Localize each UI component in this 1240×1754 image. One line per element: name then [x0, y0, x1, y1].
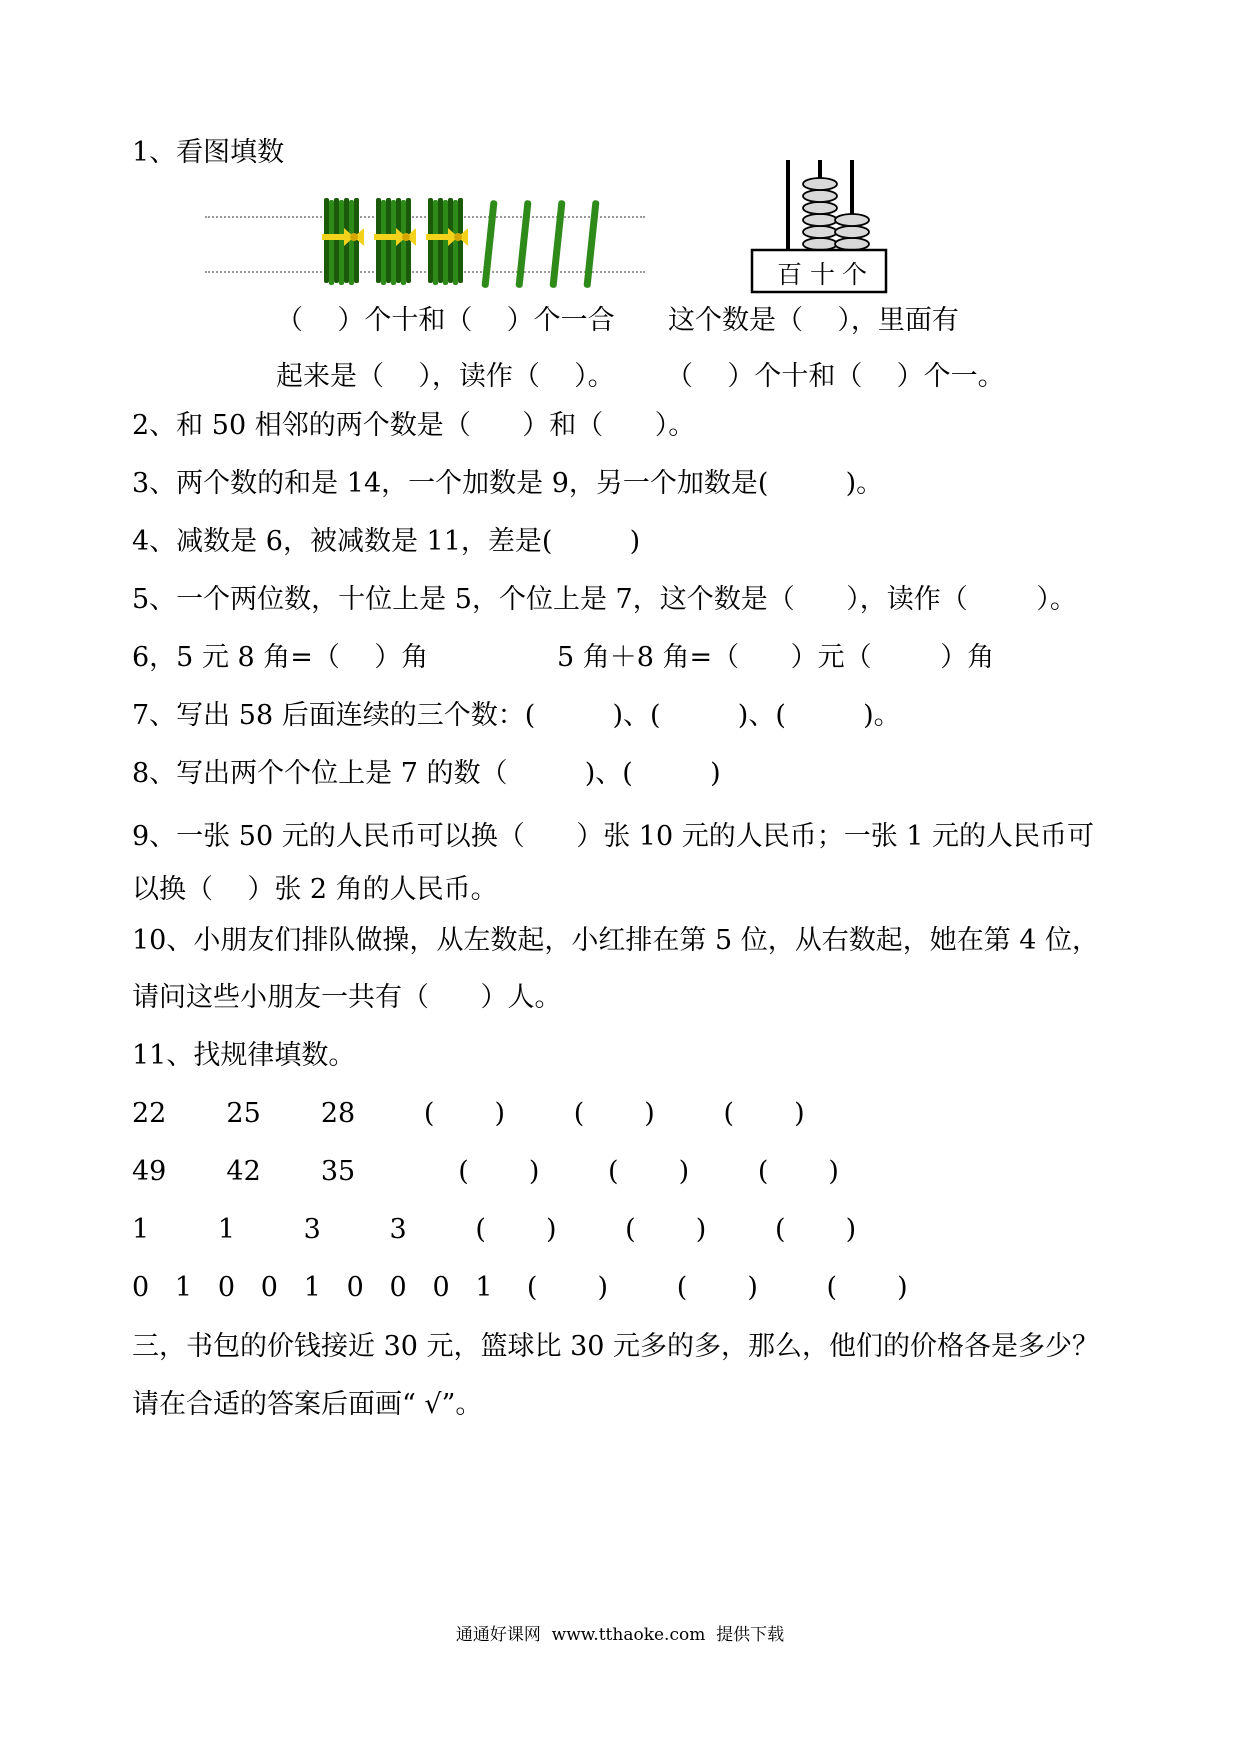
q9-line2: 以换（ ）张 2 角的人民币。 — [132, 874, 498, 905]
abacus-label-tens: 十 — [810, 260, 836, 289]
section3-line1: 三，书包的价钱接近 30 元，篮球比 30 元多的多，那么，他们的价格各是多少？ — [132, 1331, 1100, 1362]
abacus-bead — [835, 214, 869, 226]
abacus-bead — [803, 202, 837, 214]
q1-right-line1: 这个数是（ ），里面有 — [668, 305, 959, 336]
single-stick — [583, 200, 599, 288]
single-stick — [481, 200, 497, 288]
abacus-bead — [803, 214, 837, 226]
abacus-bead — [803, 238, 837, 250]
q2: 2、和 50 相邻的两个数是（ ）和（ ）。 — [132, 410, 696, 441]
q8: 8、写出两个个位上是 7 的数（ )、( ) — [132, 758, 721, 789]
q5: 5、一个两位数，十位上是 5，个位上是 7，这个数是（ ），读作（ ）。 — [132, 584, 1077, 615]
abacus-bead — [803, 226, 837, 238]
ten-stick-bundle — [322, 198, 364, 285]
abacus-bead — [803, 190, 837, 202]
abacus-label-ones: 个 — [842, 260, 868, 289]
q1-right-line2: （ ）个十和（ ）个一。 — [666, 361, 1005, 392]
abacus-ones-beads — [835, 214, 869, 250]
q7: 7、写出 58 后面连续的三个数：( )、( )、( )。 — [132, 700, 901, 731]
q11-row-4: 0 1 0 0 1 0 0 0 1 ( ) ( ) ( ) — [132, 1272, 908, 1303]
q11-row-2: 49 42 35 ( ) ( ) ( ) — [132, 1156, 839, 1187]
abacus-bead — [835, 238, 869, 250]
q11-title: 11、找规律填数。 — [132, 1040, 356, 1071]
ten-stick-bundle — [426, 198, 468, 285]
counting-sticks-illustration — [318, 188, 618, 298]
footer-source: 通通好课网 www.tthaoke.com 提供下载 — [455, 1625, 785, 1645]
q10-line1: 10、小朋友们排队做操，从左数起，小红排在第 5 位，从右数起，她在第 4 位， — [132, 925, 1100, 956]
q1-left-line1: （ ）个十和（ ）个一合 — [276, 305, 615, 336]
abacus-bead — [803, 178, 837, 190]
single-stick — [549, 200, 565, 288]
q1-title: 1、看图填数 — [132, 137, 285, 168]
q9-line1: 9、一张 50 元的人民币可以换（ ）张 10 元的人民币；一张 1 元的人民币可 — [132, 821, 1095, 852]
ten-stick-bundle — [374, 198, 416, 285]
q10-line2: 请问这些小朋友一共有（ ）人。 — [132, 982, 562, 1013]
q3: 3、两个数的和是 14，一个加数是 9，另一个加数是( )。 — [132, 468, 884, 499]
single-stick — [515, 200, 531, 288]
q11-row-3: 1 1 3 3 ( ) ( ) ( ) — [132, 1214, 857, 1245]
q4: 4、减数是 6，被减数是 11，差是( ) — [132, 526, 641, 557]
abacus-bead — [835, 226, 869, 238]
q1-left-line2: 起来是（ ），读作（ ）。 — [276, 361, 615, 392]
abacus-label-hundreds: 百 — [777, 260, 803, 289]
abacus-tens-beads — [803, 178, 837, 250]
q6: 6，5 元 8 角=（ ）角 5 角＋8 角=（ ）元（ ）角 — [132, 642, 995, 673]
q11-row-1: 22 25 28 ( ) ( ) ( ) — [132, 1098, 805, 1129]
section3-line2: 请在合适的答案后面画“ √”。 — [132, 1389, 483, 1420]
